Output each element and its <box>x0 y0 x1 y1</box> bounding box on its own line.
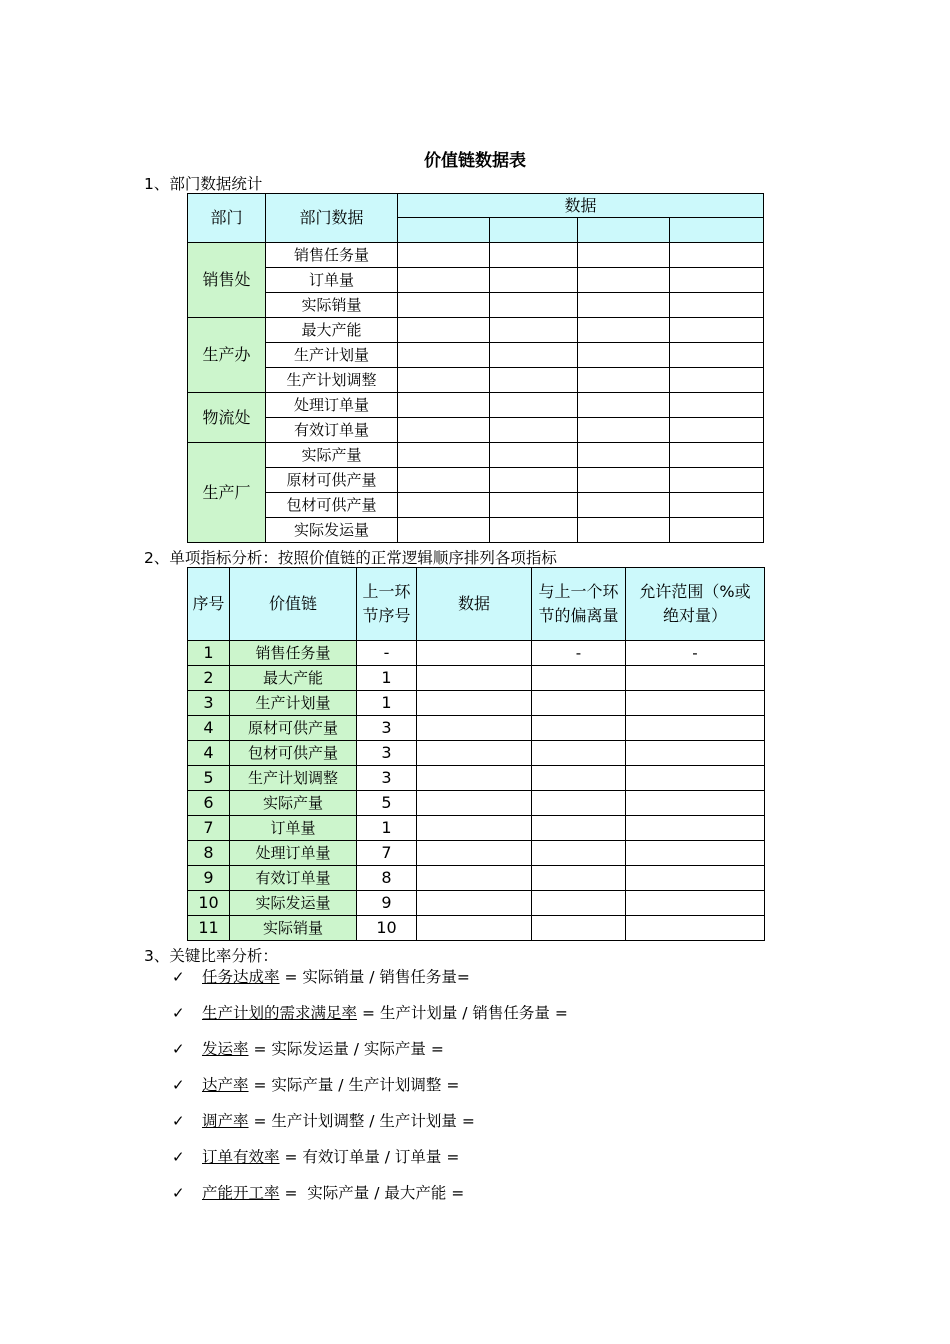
deviation-cell <box>532 766 626 791</box>
ratio-expression: = 有效订单量 / 订单量 = <box>279 1148 460 1166</box>
dept-data-label: 有效订单量 <box>266 418 398 443</box>
data-cell <box>417 866 532 891</box>
dept-data-label: 实际产量 <box>266 443 398 468</box>
checkmark-icon: ✓ <box>172 1004 185 1022</box>
section2-heading: 2、单项指标分析：按照价值链的正常逻辑顺序排列各项指标 <box>144 549 557 567</box>
table-row <box>188 293 764 318</box>
data-cell <box>417 766 532 791</box>
checkmark-icon: ✓ <box>172 1184 185 1202</box>
prev-seq-cell: 9 <box>357 891 417 916</box>
ratio-name: 订单有效率 <box>202 1148 280 1166</box>
dept-label: 物流处 <box>188 393 266 443</box>
data-cell <box>398 393 490 418</box>
data-cell <box>670 318 764 343</box>
section1-heading: 1、部门数据统计 <box>144 175 263 193</box>
table-row <box>188 318 764 343</box>
checkmark-icon: ✓ <box>172 1112 185 1130</box>
range-cell <box>626 816 765 841</box>
data-cell <box>578 243 670 268</box>
deviation-cell <box>532 866 626 891</box>
seq-cell: 8 <box>188 841 230 866</box>
seq-cell: 7 <box>188 816 230 841</box>
table-row <box>188 766 765 791</box>
data-cell <box>578 418 670 443</box>
header-dept-data: 部门数据 <box>266 194 398 243</box>
ratio-formula <box>172 1110 568 1146</box>
data-cell <box>417 891 532 916</box>
data-cell <box>578 493 670 518</box>
prev-seq-cell: 10 <box>357 916 417 941</box>
range-cell <box>626 766 765 791</box>
chain-cell: 处理订单量 <box>230 841 357 866</box>
prev-seq-cell: 3 <box>357 766 417 791</box>
range-cell <box>626 866 765 891</box>
data-cell <box>490 368 578 393</box>
prev-seq-cell: 5 <box>357 791 417 816</box>
deviation-cell: - <box>532 641 626 666</box>
data-cell <box>670 268 764 293</box>
prev-seq-cell: 3 <box>357 741 417 766</box>
data-cell <box>417 641 532 666</box>
checkmark-icon: ✓ <box>172 1040 185 1058</box>
table-row <box>188 741 765 766</box>
ratio-name: 调产率 <box>202 1112 249 1130</box>
data-cell <box>490 443 578 468</box>
range-cell <box>626 791 765 816</box>
ratio-formula <box>172 1146 568 1182</box>
table-row <box>188 841 765 866</box>
data-cell <box>417 741 532 766</box>
header-deviation: 与上一个环节的偏离量 <box>532 568 626 641</box>
data-cell <box>398 318 490 343</box>
data-subheader-cell <box>578 218 670 243</box>
table-row <box>188 816 765 841</box>
deviation-cell <box>532 891 626 916</box>
data-cell <box>670 443 764 468</box>
range-cell: - <box>626 641 765 666</box>
data-cell <box>670 493 764 518</box>
dept-data-label: 实际销量 <box>266 293 398 318</box>
deviation-cell <box>532 716 626 741</box>
range-cell <box>626 716 765 741</box>
dept-data-label: 处理订单量 <box>266 393 398 418</box>
data-cell <box>417 666 532 691</box>
ratio-expression: = 实际产量 / 生产计划调整 = <box>248 1076 460 1094</box>
ratio-name: 产能开工率 <box>202 1184 280 1202</box>
ratio-expression: = 实际产量 / 最大产能 = <box>279 1184 465 1202</box>
data-cell <box>490 393 578 418</box>
data-cell <box>670 518 764 543</box>
indicator-table <box>187 567 765 941</box>
table-row <box>188 393 764 418</box>
ratio-name: 任务达成率 <box>202 968 280 986</box>
header-seq: 序号 <box>188 568 230 641</box>
checkmark-icon: ✓ <box>172 1076 185 1094</box>
seq-cell: 11 <box>188 916 230 941</box>
data-cell <box>417 716 532 741</box>
data-cell <box>490 343 578 368</box>
section3-heading: 3、关键比率分析： <box>144 947 278 965</box>
dept-data-label: 包材可供产量 <box>266 493 398 518</box>
data-cell <box>398 468 490 493</box>
header-range: 允许范围（%或绝对量） <box>626 568 765 641</box>
ratio-formula-list <box>172 966 568 1218</box>
data-cell <box>578 393 670 418</box>
checkmark-icon: ✓ <box>172 968 185 986</box>
range-cell <box>626 691 765 716</box>
data-cell <box>490 243 578 268</box>
dept-data-label: 生产计划量 <box>266 343 398 368</box>
prev-seq-cell: 7 <box>357 841 417 866</box>
data-cell <box>490 418 578 443</box>
data-cell <box>670 468 764 493</box>
data-cell <box>578 443 670 468</box>
deviation-cell <box>532 841 626 866</box>
deviation-cell <box>532 916 626 941</box>
seq-cell: 4 <box>188 741 230 766</box>
header-data: 数据 <box>417 568 532 641</box>
data-cell <box>578 368 670 393</box>
data-cell <box>417 791 532 816</box>
data-cell <box>490 468 578 493</box>
ratio-expression: = 生产计划量 / 销售任务量 = <box>357 1004 568 1022</box>
dept-data-table <box>187 193 764 543</box>
chain-cell: 生产计划调整 <box>230 766 357 791</box>
data-subheader-cell <box>670 218 764 243</box>
data-cell <box>417 691 532 716</box>
chain-cell: 有效订单量 <box>230 866 357 891</box>
ratio-formula <box>172 1038 568 1074</box>
chain-cell: 实际产量 <box>230 791 357 816</box>
table-row <box>188 493 764 518</box>
dept-data-label: 最大产能 <box>266 318 398 343</box>
header-chain: 价值链 <box>230 568 357 641</box>
ratio-name: 生产计划的需求满足率 <box>202 1004 358 1022</box>
prev-seq-cell: 1 <box>357 666 417 691</box>
data-cell <box>490 493 578 518</box>
data-cell <box>398 418 490 443</box>
ratio-expression: = 实际发运量 / 实际产量 = <box>248 1040 444 1058</box>
range-cell <box>626 741 765 766</box>
ratio-formula <box>172 1002 568 1038</box>
table-row <box>188 666 765 691</box>
dept-data-label: 原材可供产量 <box>266 468 398 493</box>
prev-seq-cell: - <box>357 641 417 666</box>
data-cell <box>417 841 532 866</box>
data-cell <box>490 268 578 293</box>
ratio-name: 发运率 <box>202 1040 249 1058</box>
deviation-cell <box>532 816 626 841</box>
table-row <box>188 791 765 816</box>
ratio-expression: = 生产计划调整 / 生产计划量 = <box>248 1112 475 1130</box>
deviation-cell <box>532 666 626 691</box>
table-row <box>188 443 764 468</box>
data-cell <box>578 293 670 318</box>
data-cell <box>670 418 764 443</box>
data-cell <box>417 916 532 941</box>
dept-data-label: 实际发运量 <box>266 518 398 543</box>
table-row <box>188 268 764 293</box>
data-cell <box>398 443 490 468</box>
data-cell <box>398 368 490 393</box>
range-cell <box>626 916 765 941</box>
deviation-cell <box>532 691 626 716</box>
data-cell <box>490 293 578 318</box>
range-cell <box>626 666 765 691</box>
data-cell <box>578 468 670 493</box>
table-row <box>188 691 765 716</box>
data-subheader-cell <box>398 218 490 243</box>
data-cell <box>398 493 490 518</box>
data-cell <box>670 293 764 318</box>
data-subheader-cell <box>490 218 578 243</box>
seq-cell: 6 <box>188 791 230 816</box>
checkmark-icon: ✓ <box>172 1148 185 1166</box>
chain-cell: 包材可供产量 <box>230 741 357 766</box>
table-row <box>188 641 765 666</box>
deviation-cell <box>532 741 626 766</box>
table-row <box>188 368 764 393</box>
prev-seq-cell: 3 <box>357 716 417 741</box>
data-cell <box>417 816 532 841</box>
seq-cell: 4 <box>188 716 230 741</box>
seq-cell: 1 <box>188 641 230 666</box>
dept-label: 生产办 <box>188 318 266 393</box>
data-cell <box>398 268 490 293</box>
chain-cell: 实际发运量 <box>230 891 357 916</box>
data-cell <box>490 318 578 343</box>
data-cell <box>578 268 670 293</box>
ratio-expression: = 实际销量 / 销售任务量= <box>279 968 470 986</box>
dept-data-label: 销售任务量 <box>266 243 398 268</box>
range-cell <box>626 841 765 866</box>
chain-cell: 销售任务量 <box>230 641 357 666</box>
data-cell <box>398 518 490 543</box>
header-data: 数据 <box>398 194 764 218</box>
table-row <box>188 716 765 741</box>
prev-seq-cell: 8 <box>357 866 417 891</box>
table-row <box>188 866 765 891</box>
seq-cell: 3 <box>188 691 230 716</box>
table-row <box>188 343 764 368</box>
seq-cell: 9 <box>188 866 230 891</box>
chain-cell: 原材可供产量 <box>230 716 357 741</box>
table-row <box>188 418 764 443</box>
page-title: 价值链数据表 <box>424 151 526 171</box>
deviation-cell <box>532 791 626 816</box>
range-cell <box>626 891 765 916</box>
ratio-formula <box>172 1074 568 1110</box>
table-row <box>188 468 764 493</box>
data-cell <box>578 343 670 368</box>
table-row <box>188 243 764 268</box>
data-cell <box>398 343 490 368</box>
dept-label: 销售处 <box>188 243 266 318</box>
header-dept: 部门 <box>188 194 266 243</box>
dept-data-label: 生产计划调整 <box>266 368 398 393</box>
ratio-formula <box>172 1182 568 1218</box>
chain-cell: 订单量 <box>230 816 357 841</box>
header-prev-seq: 上一环节序号 <box>357 568 417 641</box>
prev-seq-cell: 1 <box>357 691 417 716</box>
table-row <box>188 891 765 916</box>
data-cell <box>670 368 764 393</box>
dept-data-label: 订单量 <box>266 268 398 293</box>
data-cell <box>490 518 578 543</box>
data-cell <box>398 293 490 318</box>
seq-cell: 10 <box>188 891 230 916</box>
data-cell <box>578 318 670 343</box>
ratio-formula <box>172 966 568 1002</box>
table-row <box>188 518 764 543</box>
seq-cell: 2 <box>188 666 230 691</box>
seq-cell: 5 <box>188 766 230 791</box>
dept-label: 生产厂 <box>188 443 266 543</box>
chain-cell: 生产计划量 <box>230 691 357 716</box>
data-cell <box>398 243 490 268</box>
data-cell <box>670 243 764 268</box>
table-row <box>188 916 765 941</box>
ratio-name: 达产率 <box>202 1076 249 1094</box>
data-cell <box>578 518 670 543</box>
chain-cell: 最大产能 <box>230 666 357 691</box>
data-cell <box>670 343 764 368</box>
data-cell <box>670 393 764 418</box>
chain-cell: 实际销量 <box>230 916 357 941</box>
prev-seq-cell: 1 <box>357 816 417 841</box>
